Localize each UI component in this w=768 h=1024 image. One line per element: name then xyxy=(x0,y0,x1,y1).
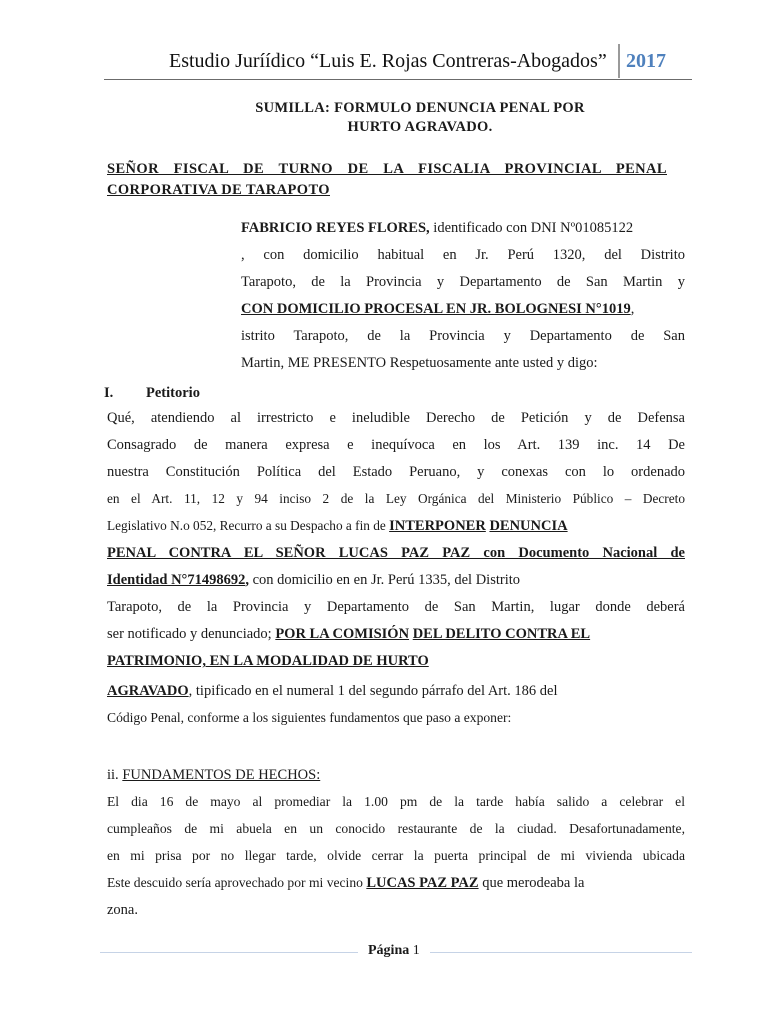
delito-text: DEL DELITO CONTRA EL xyxy=(412,626,591,642)
petitorio-line-7-text: con domicilio en en Jr. Perú 1335, del Distrito xyxy=(248,572,521,588)
intro-line-5: istrito Tarapoto, de la Provincia y Departamento de San xyxy=(241,328,685,344)
accused-dni: Identidad N°71498692 xyxy=(107,572,246,588)
petitorio-line-11-text: , tipificado en el numeral 1 del segundo párrafo del Art. 186 del xyxy=(188,683,558,699)
intro-line-2: , con domicilio habitual en Jr. Perú 1320, del Distrito xyxy=(241,247,685,263)
petitorio-line-1: Qué, atendiendo al irrestricto e ineludible Derecho de Petición y de Defensa xyxy=(107,410,685,426)
page-number xyxy=(368,943,420,959)
complainant-name: FABRICIO REYES FLORES, xyxy=(241,220,430,236)
interponer-text: INTERPONER xyxy=(389,518,486,534)
section-2-heading xyxy=(107,767,320,784)
hechos-line-4 xyxy=(107,875,685,892)
petitorio-comma: , xyxy=(245,572,249,588)
comision-text: POR LA COMISIÓN xyxy=(275,626,410,642)
petitorio-line-7 xyxy=(107,572,685,589)
page-label: Página xyxy=(368,943,410,958)
petitorio-line-8: Tarapoto, de la Provincia y Departamento de San Martin, lugar donde deberá xyxy=(107,599,685,615)
sumilla-line-2: HURTO AGRAVADO. xyxy=(347,119,493,135)
hechos-line-4-rest: que merodeaba la xyxy=(478,875,585,891)
header-year: 2017 xyxy=(626,50,666,72)
petitorio-line-3: nuestra Constitución Política del Estado Peruano, y conexas con lo ordenado xyxy=(107,464,685,480)
addressee-line-1: SEÑOR FISCAL DE TURNO DE LA FISCALIA PROVINCIAL PENAL xyxy=(107,161,667,177)
section-1-number: I. xyxy=(104,385,114,401)
hechos-line-1: El dia 16 de mayo al promediar la 1.00 pm de la tarde había salido a celebrar el xyxy=(107,794,685,809)
intro-line-4-text: , xyxy=(630,301,635,317)
page-number-value: 1 xyxy=(412,943,420,958)
petitorio-line-9-text: ser notificado y denunciado; xyxy=(107,626,276,642)
header-firm-name: Estudio Juríídico “Luis E. Rojas Contreras-Abogados” xyxy=(169,50,607,72)
header-rule xyxy=(104,79,692,80)
section-2-title: FUNDAMENTOS DE HECHOS: xyxy=(122,767,321,783)
petitorio-line-5 xyxy=(107,518,685,535)
hechos-line-5: zona. xyxy=(107,902,138,918)
denuncia-text: DENUNCIA xyxy=(489,518,568,534)
intro-line-4 xyxy=(241,301,685,318)
petitorio-line-5-text: Legislativo N.o 052, Recurro a su Despacho a fin de xyxy=(107,518,390,533)
petitorio-line-4: en el Art. 11, 12 y 94 inciso 2 de la Ley Orgánica del Ministerio Público – Decreto xyxy=(107,491,685,506)
section-2-number: ii. xyxy=(107,767,119,783)
accused-name: LUCAS PAZ PAZ xyxy=(366,875,479,891)
petitorio-line-2: Consagrado de manera expresa e inequívoca en los Art. 139 inc. 14 De xyxy=(107,437,685,453)
footer-rule-right xyxy=(430,952,692,953)
procedural-address: CON DOMICILIO PROCESAL EN JR. BOLOGNESI N°1019 xyxy=(241,301,631,317)
addressee-line-2: CORPORATIVA DE TARAPOTO xyxy=(107,182,330,198)
intro-line-3: Tarapoto, de la Provincia y Departamento de San Martin y xyxy=(241,274,685,290)
intro-line-1 xyxy=(241,220,685,237)
footer-rule-left xyxy=(100,952,358,953)
petitorio-line-11 xyxy=(107,683,685,700)
hechos-line-4-text: Este descuido sería aprovechado por mi vecino xyxy=(107,875,367,890)
hechos-line-2: cumpleaños de mi abuela en un conocido restaurante de la ciudad. Desafortunadamente, xyxy=(107,821,685,836)
hechos-line-3: en mi prisa por no llegar tarde, olvide cerrar la puerta principal de mi vivienda ubicada xyxy=(107,848,685,863)
petitorio-line-9 xyxy=(107,626,685,643)
petitorio-line-12: Código Penal, conforme a los siguientes fundamentos que paso a exponer: xyxy=(107,710,512,725)
petitorio-line-6: PENAL CONTRA EL SEÑOR LUCAS PAZ PAZ con Documento Nacional de xyxy=(107,545,685,561)
intro-line-6: Martin, ME PRESENTO Respetuosamente ante usted y digo: xyxy=(241,355,598,371)
section-1-title: Petitorio xyxy=(146,385,200,401)
petitorio-line-10: PATRIMONIO, EN LA MODALIDAD DE HURTO xyxy=(107,653,429,669)
agravado-text: AGRAVADO xyxy=(107,683,189,699)
sumilla-line-1: SUMILLA: FORMULO DENUNCIA PENAL POR xyxy=(255,100,585,116)
header-separator xyxy=(618,44,620,78)
intro-line-1-text: identificado con DNI Nº01085122 xyxy=(429,220,634,236)
